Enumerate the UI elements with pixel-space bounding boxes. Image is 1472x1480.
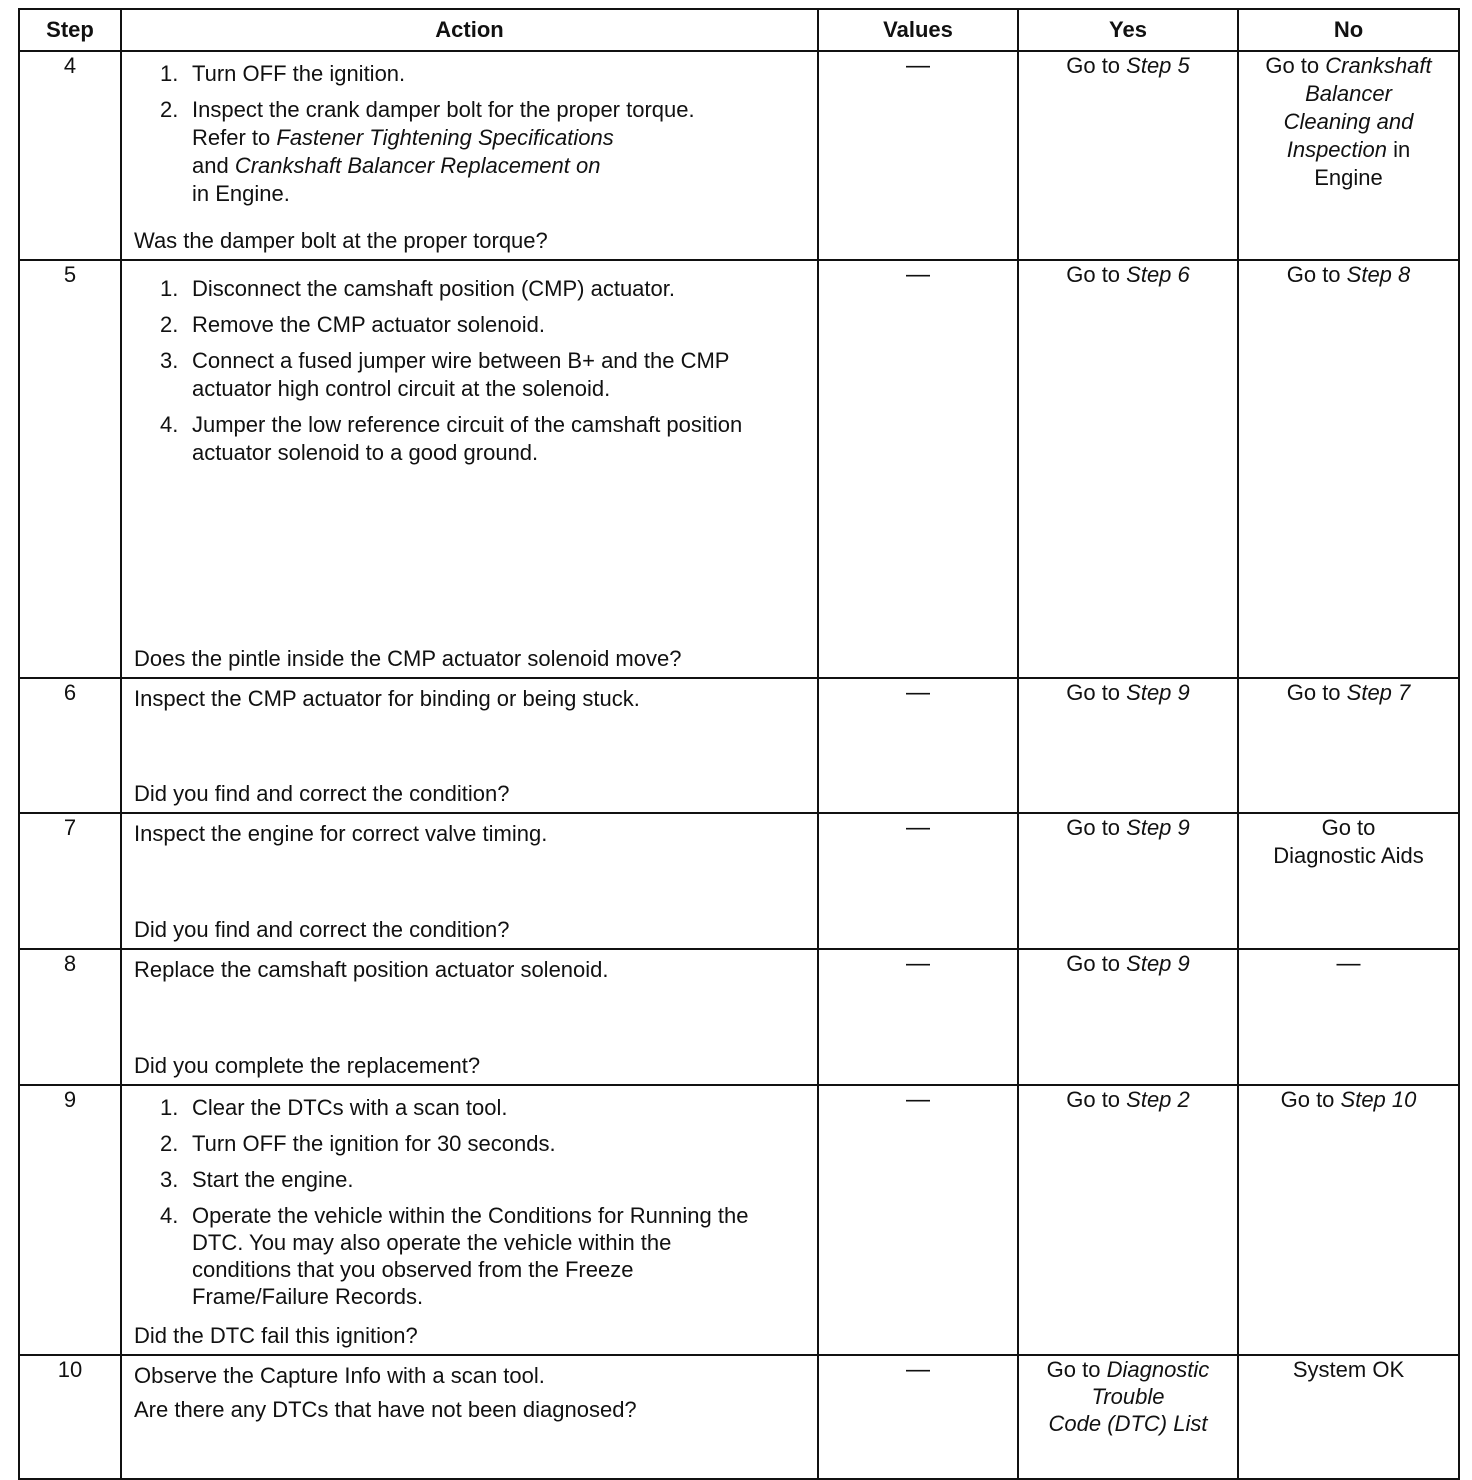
no-cell	[1238, 813, 1459, 949]
yes-cell: Go to Step 6	[1018, 260, 1238, 678]
values-cell: —	[818, 260, 1018, 678]
goto-link[interactable]: Step 6	[1126, 262, 1190, 287]
list-item: 1. Disconnect the camshaft position (CMP) actuator.	[160, 276, 675, 301]
diagnostic-table	[18, 8, 1460, 1480]
list-item: 4. Jumper the low reference circuit of the camshaft position actuator solenoid to a good ground.	[160, 412, 743, 465]
yes-cell: Go to Step 2	[1018, 1085, 1238, 1355]
values-cell: —	[818, 51, 1018, 260]
header-no: No	[1238, 9, 1459, 51]
goto-link[interactable]: Crankshaft	[1325, 53, 1432, 78]
list-item: 2. Turn OFF the ignition for 30 seconds.	[160, 1131, 556, 1156]
list-item: 3. Connect a fused jumper wire between B+ and the CMP actuator high control circuit at the solenoid.	[160, 348, 730, 401]
action-cell	[121, 260, 818, 678]
goto-link[interactable]: Step 9	[1126, 951, 1190, 976]
no-cell: Go to Crankshaft Balancer Cleaning and Inspection in Engine	[1238, 51, 1459, 260]
header-row	[19, 9, 1459, 51]
table-row	[19, 949, 1459, 1085]
goto-link[interactable]: Step 8	[1346, 262, 1411, 287]
no-cell: Go to Step 8	[1238, 260, 1459, 678]
values-cell: —	[818, 1085, 1018, 1355]
instruction-text: Observe the Capture Info with a scan tool.	[134, 1363, 545, 1388]
goto-link[interactable]: Step 7	[1346, 680, 1411, 705]
question-text: Did the DTC fail this ignition?	[134, 1323, 418, 1348]
question-text: Did you find and correct the condition?	[134, 917, 510, 942]
no-cell: —	[1238, 949, 1459, 1085]
question-text: Are there any DTCs that have not been diagnosed?	[134, 1397, 637, 1422]
header-action: Action	[121, 9, 818, 51]
step-number: 7	[19, 813, 121, 949]
goto-link[interactable]: Step 10	[1340, 1087, 1417, 1112]
reference-link[interactable]: Fastener Tightening Specifications	[276, 125, 614, 150]
instruction-text: Replace the camshaft position actuator solenoid.	[134, 957, 609, 982]
step-number: 4	[19, 51, 121, 260]
question-text: Does the pintle inside the CMP actuator solenoid move?	[134, 646, 682, 671]
reference-link[interactable]: Crankshaft Balancer Replacement on	[234, 153, 601, 178]
goto-link[interactable]: Go to Diagnostic Aids	[1273, 815, 1424, 868]
header-yes: Yes	[1018, 9, 1238, 51]
table-row	[19, 678, 1459, 813]
yes-cell: Go to Step 5	[1018, 51, 1238, 260]
step-number: 5	[19, 260, 121, 678]
yes-cell: Go to Step 9	[1018, 813, 1238, 949]
table-row	[19, 1085, 1459, 1355]
step-number: 9	[19, 1085, 121, 1355]
question-text: Was the damper bolt at the proper torque?	[134, 228, 548, 253]
goto-link[interactable]: Step 5	[1126, 53, 1190, 78]
action-cell	[121, 949, 818, 1085]
step-number: 8	[19, 949, 121, 1085]
goto-link[interactable]: Step 9	[1126, 815, 1190, 840]
values-cell: —	[818, 813, 1018, 949]
action-cell	[121, 813, 818, 949]
goto-link[interactable]: Diagnostic	[1106, 1357, 1210, 1382]
values-cell: —	[818, 1355, 1018, 1479]
table-row	[19, 1355, 1459, 1479]
step-number: 10	[19, 1355, 121, 1479]
goto-link[interactable]: Step 9	[1126, 680, 1190, 705]
list-item: 2. Remove the CMP actuator solenoid.	[160, 312, 545, 337]
yes-cell: Go to Step 9	[1018, 949, 1238, 1085]
no-cell: Go to Step 10	[1238, 1085, 1459, 1355]
no-cell: Go to Step 7	[1238, 678, 1459, 813]
no-cell: System OK	[1238, 1355, 1459, 1479]
question-text: Did you complete the replacement?	[134, 1053, 481, 1078]
list-item: 4. Operate the vehicle within the Conditions for Running the DTC. You may also operate the vehicle within the conditions that you observed from the Freeze Frame/Failure Records.	[160, 1203, 749, 1309]
list-item: 1. Turn OFF the ignition.	[160, 61, 406, 86]
action-cell	[121, 678, 818, 813]
header-values: Values	[818, 9, 1018, 51]
action-cell	[121, 51, 818, 260]
values-cell: —	[818, 949, 1018, 1085]
list-item: 1. Clear the DTCs with a scan tool.	[160, 1095, 508, 1120]
step-number: 6	[19, 678, 121, 813]
goto-link[interactable]: Step 2	[1126, 1087, 1190, 1112]
yes-cell: Go to Step 9	[1018, 678, 1238, 813]
instruction-text: Inspect the engine for correct valve timing.	[134, 821, 548, 846]
action-cell	[121, 1085, 818, 1355]
header-step: Step	[19, 9, 121, 51]
action-cell	[121, 1355, 818, 1479]
values-cell: —	[818, 678, 1018, 813]
yes-cell: Go to Diagnostic Trouble Code (DTC) List	[1018, 1355, 1238, 1479]
table-row	[19, 260, 1459, 678]
list-item: 2. Inspect the crank damper bolt for the proper torque. Refer to Fastener Tightening Specifications and Crankshaft Balancer Replacement on in Engine.	[160, 97, 695, 206]
table-row	[19, 51, 1459, 260]
table-row	[19, 813, 1459, 949]
question-text: Did you find and correct the condition?	[134, 781, 510, 806]
instruction-text: Inspect the CMP actuator for binding or being stuck.	[134, 686, 640, 711]
list-item: 3. Start the engine.	[160, 1167, 354, 1192]
